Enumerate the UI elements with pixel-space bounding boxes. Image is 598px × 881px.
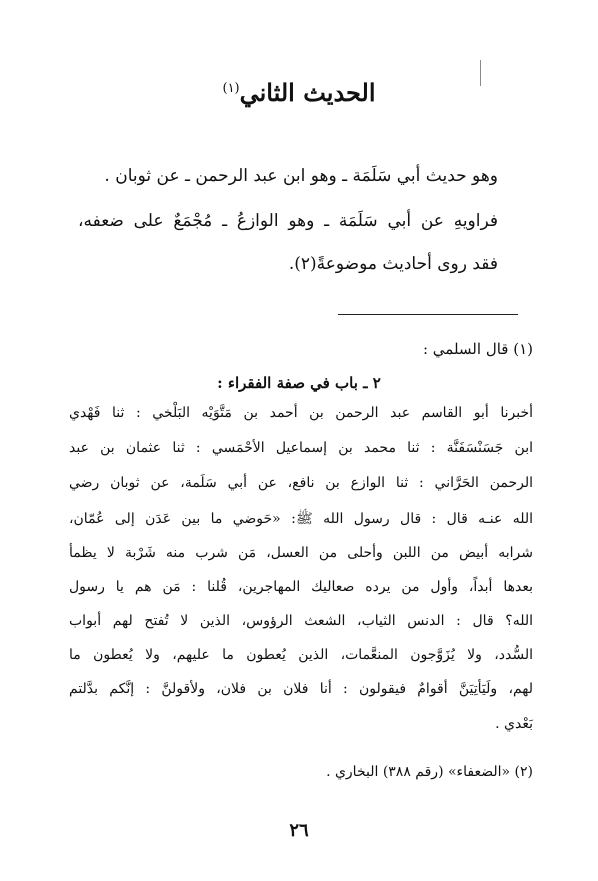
footnote-line: الرحمن الحَرَّاني : ثنا الوازع بن نافع، عن أبي سَلَمة، عن ثوبان رضي (69, 475, 533, 491)
footnote-line: بعدها أبداً، وأول من يرده صعاليك المهاجرين، قُلنا : مَن هم يا رسول (69, 579, 533, 595)
main-line-3: فقد روى أحاديث موضوعةً(٢). (288, 254, 498, 274)
main-line-2: فراويهِ عن أبي سَلَمَة ـ وهو الوازعُ ـ مُجْمَعٌ على ضعفه، (78, 211, 498, 231)
page-title (0, 78, 598, 107)
title-text: الحديث الثاني (239, 78, 376, 107)
footnote-line: أخبرنا أبو القاسم عبد الرحمن بن أحمد بن مَتَّوَيْه البَلْخي : ثنا فَهْدي (69, 405, 533, 421)
footnote-line: شرابه أبيض من اللبن وأحلى من العسل، مَن شرب منه شَرْبة لا يظمأ (69, 545, 533, 561)
main-line-1: وهو حديث أبي سَلَمَة ـ وهو ابن عبد الرحمن ـ عن ثوبان . (104, 166, 498, 186)
footnote-line: ابن جَسَنْسَفَنَّة : ثنا محمد بن إسماعيل الأحْمَسي : ثنا عثمان بن عبد (69, 440, 533, 456)
footnote-divider (338, 314, 518, 315)
footnote-line: السُّدد، ولا يُزَوَّجون المنعَّمات، الذين يُعطون ما عليهم، ولا يُعطون ما (69, 647, 533, 663)
footnote-line: لهم، ولَيَأتِيَنَّ أقوامٌ فيقولون : أنا فلان بن فلان، ولأقولنَّ : إنَّكم بدَّلتم (69, 681, 533, 697)
page-number: ٢٦ (289, 820, 309, 841)
footnote-line: الله عنـه قال : قال رسول الله ﷺ: «حَوضي ما بين عَدَن إلى عُمّان، (69, 511, 533, 527)
footnote-1-label: (١) قال السلمي : (422, 340, 533, 358)
footnote-2: (٢) «الضعفاء» (رقم ٣٨٨) البخاري . (326, 764, 533, 780)
title-footnote-ref: (١) (222, 81, 240, 96)
footnote-line: الله؟ قال : الدنس الثياب، الشعث الرؤوس، الذين لا تُفتح لهم أبواب (69, 613, 533, 629)
footnote-1-heading: ٢ ـ باب في صفة الفقراء : (217, 374, 381, 392)
footnote-line: بَعْدي . (495, 716, 533, 732)
